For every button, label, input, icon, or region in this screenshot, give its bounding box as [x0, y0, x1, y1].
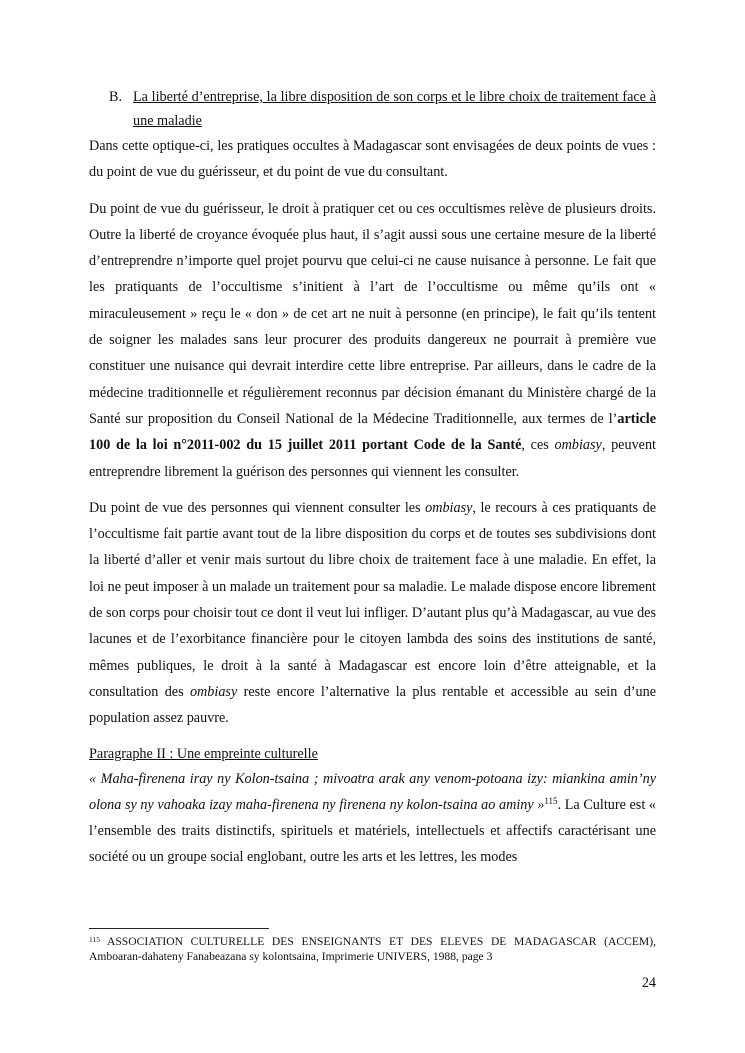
- footnote: [89, 934, 656, 964]
- paragraph-2-text-c: , peuvent entreprendre librement la guérison des personnes qui viennent les consulter.: [89, 437, 656, 480]
- section-b-title: La liberté d’entreprise, la libre disposition de son corps et le libre choix de traitement face à une maladie: [133, 89, 656, 129]
- paragraph-3-text-c: reste encore l’alternative la plus rentable et accessible au sein d’une population assez pauvre.: [89, 683, 656, 727]
- paragraph-2-law-reference: article 100 de la loi n°2011-002 du 15 juillet 2011 portant Code de la Santé: [89, 410, 656, 454]
- paragraph-3-text-b: , le recours à ces pratiquants de l’occultisme fait partie avant tout de la libre disposition du corps et de toutes ses subdivisions dont la liberté d’aller et venir mais surtout du libre choix de traitement face à une maladie. En effet, la loi ne peut imposer à un malade un traitement pour sa maladie. Le malade dispose encore librement de son corps pour choisir tout ce dont il veut lui infliger. D’autant plus qu’à Madagascar, au vue des lacunes et de l’exorbitance financière pour le citoyen lambda des soins des institutions de santé, mêmes publiques, le droit à la santé à Madagascar est encore loin d’être atteignable, et la consultation des: [89, 499, 656, 700]
- footnote-separator: [89, 928, 269, 929]
- footnote-text: ASSOCIATION CULTURELLE DES ENSEIGNANTS ET DES ELEVES DE MADAGASCAR (ACCEM), Amboaran-dahateny Fanabeazana sy kolontsaina, Imprimerie UNIVERS, 1988, page 3: [89, 935, 656, 963]
- paragraphe-ii-heading: Paragraphe II : Une empreinte culturelle: [89, 745, 318, 762]
- paragraph-2-term-ombiasy: ombiasy: [554, 437, 602, 454]
- paragraph-3-term-ombiasy-2: ombiasy: [189, 683, 238, 700]
- paragraph-3-text-a: Du point de vue des personnes qui viennent consulter les: [89, 499, 426, 516]
- paragraph-2-text-b: , ces: [521, 437, 555, 454]
- paragraph-2-text-a: Du point de vue du guérisseur, le droit à pratiquer cet ou ces occultismes relève de plusieurs droits. Outre la liberté de croyance évoquée plus haut, il s’agit aussi sous une certaine mesure de la liberté d’entreprendre n’importe quel projet pourvu que celui-ci ne cause nuisance à personne. Le fait que les pratiquants de l’occultisme s’initient à l’art de l’occultisme ou même qu’ils ont « miraculeusement » reçu le « don » de cet art ne nuit à personne (en principe), le fait qu’ils tentent de soigner les malades sans leur procurer des produits dangereux ne pourrait à première vue constituer une nuisance qui devrait interdire cette libre entreprise. Par ailleurs, dans le cadre de la médecine traditionnelle et régulièrement reconnus par décision émanant du Ministère chargé de la Santé sur proposition du Conseil National de la Médecine Traditionnelle, aux termes de l’: [89, 200, 656, 427]
- footnote-reference[interactable]: 115: [544, 795, 558, 806]
- paragraph-3-term-ombiasy-1: ombiasy: [425, 499, 473, 516]
- section-b-heading: [89, 85, 656, 133]
- paragraph-3: [89, 495, 656, 732]
- page-number: 24: [641, 975, 656, 991]
- paragraph-4: [89, 766, 656, 871]
- section-b-letter: B.: [109, 89, 123, 105]
- page-body: [89, 85, 656, 871]
- malagasy-quote: « Maha-firenena iray ny Kolon-tsaina ; mivoatra arak any venom-potoana izy: miankina amin’ny olona sy ny vahoaka izay maha-firenena ny firenena ny kolon-tsaina ao aminy »: [89, 770, 656, 813]
- footnote-number: 115: [89, 935, 100, 944]
- paragraph-2: [89, 196, 656, 485]
- paragraph-4-text: . La Culture est « l’ensemble des traits distinctifs, spirituels et matériels, intellectuels et affectifs caractérisant une société ou un groupe social englobant, outre les arts et les lettres, les modes: [89, 796, 656, 866]
- paragraph-1: Dans cette optique-ci, les pratiques occultes à Madagascar sont envisagées de deux points de vues : du point de vue du guérisseur, et du point de vue du consultant.: [89, 138, 656, 181]
